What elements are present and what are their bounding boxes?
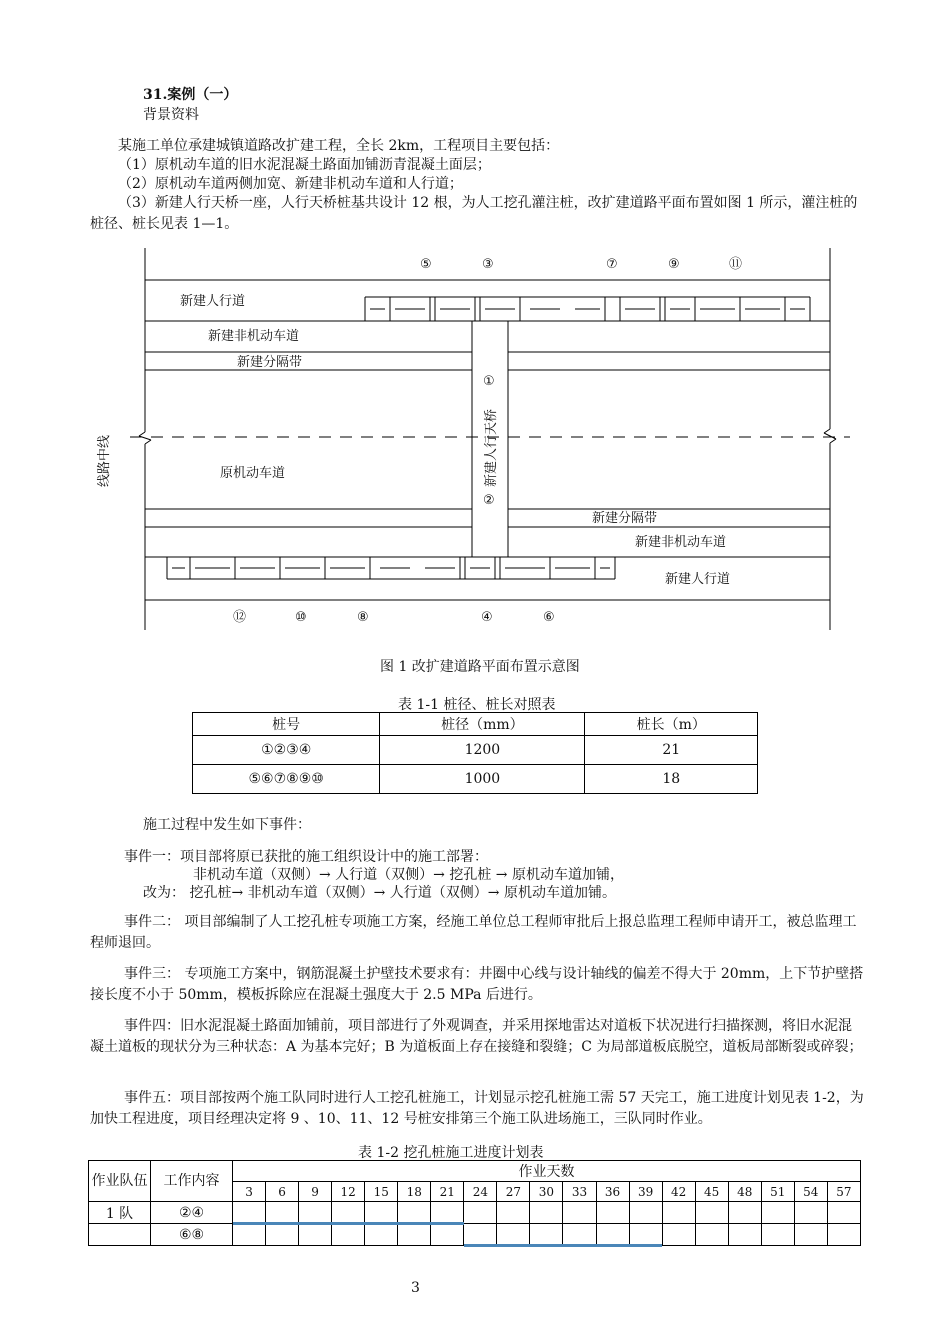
day-cell bbox=[266, 1202, 299, 1224]
bottom-pile-label: ⑩ bbox=[295, 610, 307, 625]
bottom-pile-label: ④ bbox=[481, 610, 493, 625]
day-cell bbox=[761, 1224, 794, 1246]
day-cell bbox=[332, 1202, 365, 1224]
table1-cell: ①②③④ bbox=[193, 736, 380, 765]
day-cell bbox=[530, 1224, 563, 1246]
day-cell bbox=[365, 1202, 398, 1224]
day-header: 48 bbox=[728, 1182, 761, 1202]
table1-cell: 1000 bbox=[380, 765, 585, 794]
day-header: 57 bbox=[827, 1182, 860, 1202]
day-header: 27 bbox=[497, 1182, 530, 1202]
intro-item-3: （3）新建人行天桥一座，人行天桥桩基共设计 12 根，为人工挖孔灌注桩，改扩建道路平面布置如图 1 所示，灌注桩的桩径、桩长见表 1—1。 bbox=[90, 195, 858, 232]
day-cell bbox=[827, 1224, 860, 1246]
day-header: 9 bbox=[299, 1182, 332, 1202]
top-pile-label: ⑦ bbox=[606, 257, 618, 272]
label-top-bikelane: 新建非机动车道 bbox=[208, 329, 300, 344]
day-header: 3 bbox=[233, 1182, 266, 1202]
day-cell bbox=[563, 1202, 596, 1224]
work-cell: ②④ bbox=[151, 1202, 233, 1224]
section-heading: 31.案例（一） bbox=[143, 87, 238, 103]
table1-cell: 21 bbox=[585, 736, 758, 765]
day-cell bbox=[695, 1224, 728, 1246]
table1-header: 桩径（mm） bbox=[380, 713, 585, 736]
day-cell bbox=[431, 1224, 464, 1246]
day-cell bbox=[365, 1224, 398, 1246]
day-cell bbox=[596, 1202, 629, 1224]
road-layout-figure bbox=[90, 244, 860, 636]
day-header: 33 bbox=[563, 1182, 596, 1202]
day-cell bbox=[431, 1202, 464, 1224]
day-cell bbox=[794, 1202, 827, 1224]
intro-item-1: （1）原机动车道的旧水泥混凝土路面加铺沥青混凝土面层； bbox=[118, 157, 491, 173]
day-header: 39 bbox=[629, 1182, 662, 1202]
label-centerline: 线路中线 bbox=[97, 434, 112, 487]
event3: 事件三： 专项施工方案中，钢筋混凝土护壁技术要求有：井圈中心线与设计轴线的偏差不得大于 20mm，上下节护壁搭接长度不小于 50mm，模板拆除应在混凝土强度大于 2.5 MPa 后进行。 bbox=[90, 966, 864, 1003]
table2-col-team: 作业队伍 bbox=[89, 1161, 151, 1202]
subheading: 背景资料 bbox=[143, 107, 199, 123]
table2-days-header: 作业天数 bbox=[233, 1161, 861, 1182]
day-cell bbox=[629, 1224, 662, 1246]
team-cell: 1 队 bbox=[89, 1202, 151, 1224]
event1-line2: 改为： 挖孔桩→ 非机动车道（双侧）→ 人行道（双侧）→ 原机动车道加铺。 bbox=[143, 885, 616, 901]
event1-lead: 事件一：项目部将原已获批的施工组织设计中的施工部署： bbox=[124, 849, 488, 865]
day-cell bbox=[728, 1224, 761, 1246]
intro-line-1: 某施工单位承建城镇道路改扩建工程，全长 2km，工程项目主要包括： bbox=[118, 138, 560, 154]
schedule-table bbox=[88, 1160, 861, 1246]
day-cell bbox=[827, 1202, 860, 1224]
label-bottom-divider: 新建分隔带 bbox=[592, 511, 658, 526]
day-cell bbox=[497, 1202, 530, 1224]
day-cell bbox=[233, 1202, 266, 1224]
label-bottom-bikelane: 新建非机动车道 bbox=[635, 535, 727, 550]
day-cell bbox=[398, 1202, 431, 1224]
table2-col-work: 工作内容 bbox=[151, 1161, 233, 1202]
pile-table bbox=[192, 712, 758, 794]
day-cell bbox=[662, 1202, 695, 1224]
events-intro: 施工过程中发生如下事件： bbox=[143, 817, 311, 833]
top-pile-label: ⑪ bbox=[729, 257, 743, 272]
bridge-pile-1: ① bbox=[483, 374, 495, 389]
day-header: 54 bbox=[794, 1182, 827, 1202]
event1-line1: 非机动车道（双侧）→ 人行道（双侧）→ 挖孔桩 → 原机动车道加铺， bbox=[193, 867, 624, 883]
top-pile-label: ⑤ bbox=[420, 257, 432, 272]
event5: 事件五：项目部按两个施工队同时进行人工挖孔桩施工，计划显示挖孔桩施工需 57 天完工，施工进度计划见表 1-2，为加快工程进度，项目经理决定将 9 、10、11、12 号桩安排第三个施工队进场施工，三队同时作业。 bbox=[90, 1090, 864, 1127]
top-pile-label: ③ bbox=[482, 257, 494, 272]
label-top-divider: 新建分隔带 bbox=[237, 355, 303, 370]
day-cell bbox=[695, 1202, 728, 1224]
top-pile-label: ⑨ bbox=[668, 257, 680, 272]
bottom-pile-label: ⑥ bbox=[543, 610, 555, 625]
bottom-pile-label: ⑫ bbox=[233, 610, 247, 625]
schedule-bar bbox=[233, 1222, 464, 1225]
day-cell bbox=[662, 1224, 695, 1246]
day-cell bbox=[761, 1202, 794, 1224]
day-cell bbox=[299, 1224, 332, 1246]
day-cell bbox=[398, 1224, 431, 1246]
day-header: 24 bbox=[464, 1182, 497, 1202]
schedule-bar bbox=[464, 1244, 662, 1247]
day-header: 6 bbox=[266, 1182, 299, 1202]
work-cell: ⑥⑧ bbox=[151, 1224, 233, 1246]
day-cell bbox=[464, 1224, 497, 1246]
table1-title: 表 1-1 桩径、桩长对照表 bbox=[398, 697, 556, 713]
table1-cell: 18 bbox=[585, 765, 758, 794]
day-cell bbox=[596, 1224, 629, 1246]
day-cell bbox=[332, 1224, 365, 1246]
team-cell bbox=[89, 1224, 151, 1246]
day-cell bbox=[563, 1224, 596, 1246]
day-cell bbox=[299, 1202, 332, 1224]
day-cell bbox=[233, 1224, 266, 1246]
page-number: 3 bbox=[411, 1280, 420, 1296]
day-cell bbox=[266, 1224, 299, 1246]
day-cell bbox=[464, 1202, 497, 1224]
event4: 事件四：旧水泥混凝土路面加铺前，项目部进行了外观调查，并采用探地雷达对道板下状况进行扫描探测，将旧水泥混凝土道板的现状分为三种状态：A 为基本完好；B 为道板面上存在接缝和裂缝；C 为局部道板底脱空，道板局部断裂或碎裂； bbox=[90, 1018, 863, 1055]
day-header: 30 bbox=[530, 1182, 563, 1202]
day-header: 15 bbox=[365, 1182, 398, 1202]
table1-header: 桩长（m） bbox=[585, 713, 758, 736]
day-header: 18 bbox=[398, 1182, 431, 1202]
day-header: 21 bbox=[431, 1182, 464, 1202]
day-header: 12 bbox=[332, 1182, 365, 1202]
day-header: 36 bbox=[596, 1182, 629, 1202]
table2-title: 表 1-2 挖孔桩施工进度计划表 bbox=[358, 1145, 544, 1161]
figure-caption: 图 1 改扩建道路平面布置示意图 bbox=[380, 659, 580, 675]
day-cell bbox=[497, 1224, 530, 1246]
table1-header: 桩号 bbox=[193, 713, 380, 736]
day-cell bbox=[794, 1224, 827, 1246]
label-bridge: 新建人行天桥 bbox=[484, 408, 499, 487]
label-bottom-sidewalk: 新建人行道 bbox=[665, 572, 731, 587]
intro-item-2: （2）原机动车道两侧加宽、新建非机动车道和人行道； bbox=[118, 176, 463, 192]
day-cell bbox=[629, 1202, 662, 1224]
event2: 事件二： 项目部编制了人工挖孔桩专项施工方案，经施工单位总工程师审批后上报总监理工程师申请开工，被总监理工程师退回。 bbox=[90, 914, 857, 951]
table1-cell: 1200 bbox=[380, 736, 585, 765]
day-header: 51 bbox=[761, 1182, 794, 1202]
bottom-pile-label: ⑧ bbox=[357, 610, 369, 625]
table1-cell: ⑤⑥⑦⑧⑨⑩ bbox=[193, 765, 380, 794]
label-top-sidewalk: 新建人行道 bbox=[180, 294, 246, 309]
bridge-pile-2: ② bbox=[483, 493, 495, 508]
day-header: 42 bbox=[662, 1182, 695, 1202]
day-header: 45 bbox=[695, 1182, 728, 1202]
day-cell bbox=[728, 1202, 761, 1224]
label-main-lane: 原机动车道 bbox=[220, 466, 286, 481]
day-cell bbox=[530, 1202, 563, 1224]
